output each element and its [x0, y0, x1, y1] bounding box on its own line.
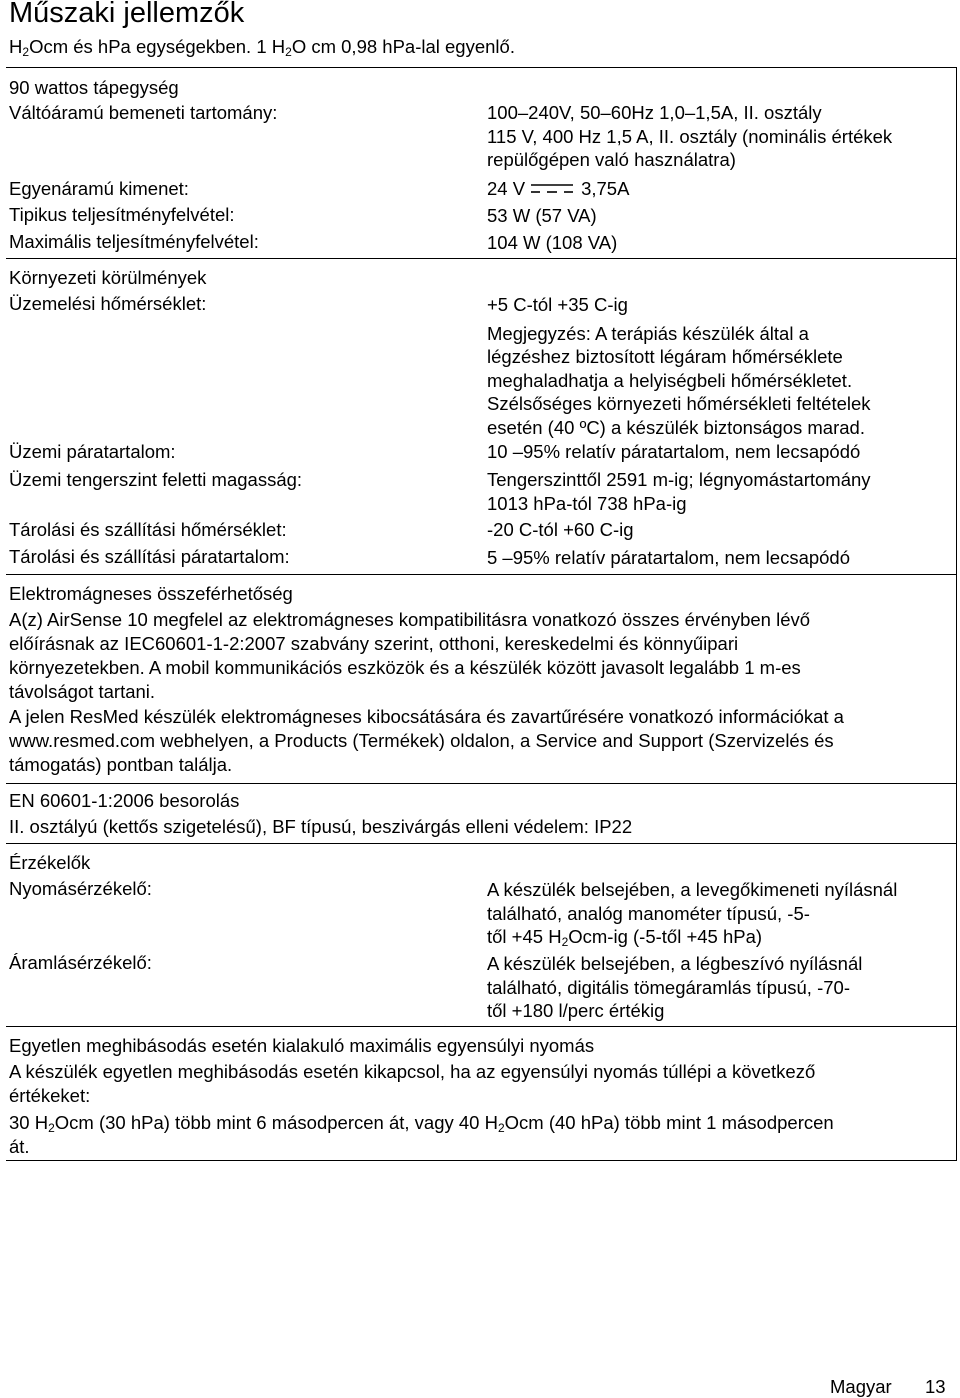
- storage-temp-value: -20 C-tól +60 C-ig: [487, 519, 634, 540]
- ac-input-value: 100–240V, 50–60Hz 1,0–1,5A, II. osztály 115 V, 400 Hz 1,5 A, II. osztály (nominális értékek repülőgépen való használatra): [487, 102, 893, 170]
- divider: [6, 843, 956, 844]
- dc-symbol-icon: [529, 182, 575, 196]
- operating-humidity-value: 10 –95% relatív páratartalom, nem lecsapódó: [487, 441, 861, 462]
- emc-paragraph-1: A(z) AirSense 10 megfelel az elektromágneses kompatibilitásra vonatkozó összes érvényben lévő előírásnak az IEC60601-1-2:2007 szabvány szerint, otthoni, kereskedelmi és könnyűipari környezetekben. A mobil kommunikációs eszközök és a készülék között javasolt legalább 1 m-es távolságot tartani.: [9, 609, 811, 702]
- footer-language: Magyar: [830, 1376, 892, 1397]
- classification-text: II. osztályú (kettős szigetelésű), BF típusú, beszivárgás elleni védelem: IP22: [9, 816, 633, 837]
- classification-heading: EN 60601-1:2006 besorolás: [9, 790, 240, 811]
- environment-heading: Környezeti körülmények: [9, 267, 207, 288]
- typical-power-label: Tipikus teljesítményfelvétel:: [9, 204, 235, 225]
- emc-heading: Elektromágneses összeférhetőség: [9, 583, 293, 604]
- sensors-heading: Érzékelők: [9, 852, 91, 873]
- fault-paragraph-2: 30 $H_2Ocm$ (30 hPa) több mint 6 másodpercen át, vagy 40 $H_2Ocm$ (40 hPa) több mint 1 másodpercen át.: [9, 1112, 834, 1157]
- right-border: [956, 67, 957, 1161]
- operating-temp-value: +5 C-tól +35 C-ig Megjegyzés: A terápiás készülék által a légzéshez biztosított légáram hőmérséklete meghaladhatja a helyiségbeli hőmérsékletet. Szélsőséges környezeti hőmérsékleti feltételek esetén (40 ºC) a készülék biztonságos marad.: [487, 294, 871, 438]
- divider: [6, 1026, 956, 1027]
- max-power-label: Maximális teljesítményfelvétel:: [9, 231, 259, 252]
- divider: [6, 783, 956, 784]
- flow-sensor-value: A készülék belsejében, a légbeszívó nyílásnál található, digitális tömegáramlás típusú, -70- től +180 l/perc értékig: [487, 953, 863, 1021]
- flow-sensor-label: Áramlásérzékelő:: [9, 952, 152, 973]
- ac-input-label: Váltóáramú bemeneti tartomány:: [9, 102, 278, 123]
- units-note: $H_2Ocm$ és hPa egységekben. 1 $H_2O$ cm 0,98 hPa-lal egyenlő.: [9, 36, 515, 59]
- emc-paragraph-2: A jelen ResMed készülék elektromágneses kibocsátására és zavartűrésére vonatkozó információkat a www.resmed.com webhelyen, a Products (Termékek) oldalon, a Service and Support (Szervizelés és támogatás) pontban találja.: [9, 706, 844, 775]
- page-number: 13: [925, 1376, 946, 1397]
- pressure-sensor-label: Nyomásérzékelő:: [9, 878, 152, 899]
- page-title: Műszaki jellemzők: [9, 0, 245, 29]
- typical-power-value: 53 W (57 VA): [487, 205, 597, 226]
- operating-temp-label: Üzemelési hőmérséklet:: [9, 293, 207, 314]
- pressure-sensor-value: A készülék belsejében, a levegőkimeneti nyílásnál található, analóg manométer típusú, -5- től +45 $H_2Ocm-ig$ (-5-től +45 hPa): [487, 879, 898, 949]
- divider: [6, 258, 956, 259]
- divider: [6, 1160, 956, 1161]
- fault-heading: Egyetlen meghibásodás esetén kialakuló maximális egyensúlyi nyomás: [9, 1035, 595, 1056]
- dc-output-value: 24 V 3,75A: [487, 178, 630, 199]
- max-power-value: 104 W (108 VA): [487, 232, 618, 253]
- storage-humidity-label: Tárolási és szállítási páratartalom:: [9, 546, 290, 567]
- divider: [6, 67, 956, 68]
- storage-temp-label: Tárolási és szállítási hőmérséklet:: [9, 519, 287, 540]
- dc-output-label: Egyenáramú kimenet:: [9, 178, 189, 199]
- operating-altitude-label: Üzemi tengerszint feletti magasság:: [9, 469, 303, 490]
- storage-humidity-value: 5 –95% relatív páratartalom, nem lecsapódó: [487, 547, 851, 568]
- operating-altitude-value: Tengerszinttől 2591 m-ig; légnyomástartomány 1013 hPa-tól 738 hPa-ig: [487, 469, 871, 514]
- operating-humidity-label: Üzemi páratartalom:: [9, 441, 176, 462]
- divider: [6, 574, 956, 575]
- power-heading: 90 wattos tápegység: [9, 77, 179, 98]
- fault-paragraph-1: A készülék egyetlen meghibásodás esetén kikapcsol, ha az egyensúlyi nyomás túllépi a következő értékeket:: [9, 1061, 816, 1106]
